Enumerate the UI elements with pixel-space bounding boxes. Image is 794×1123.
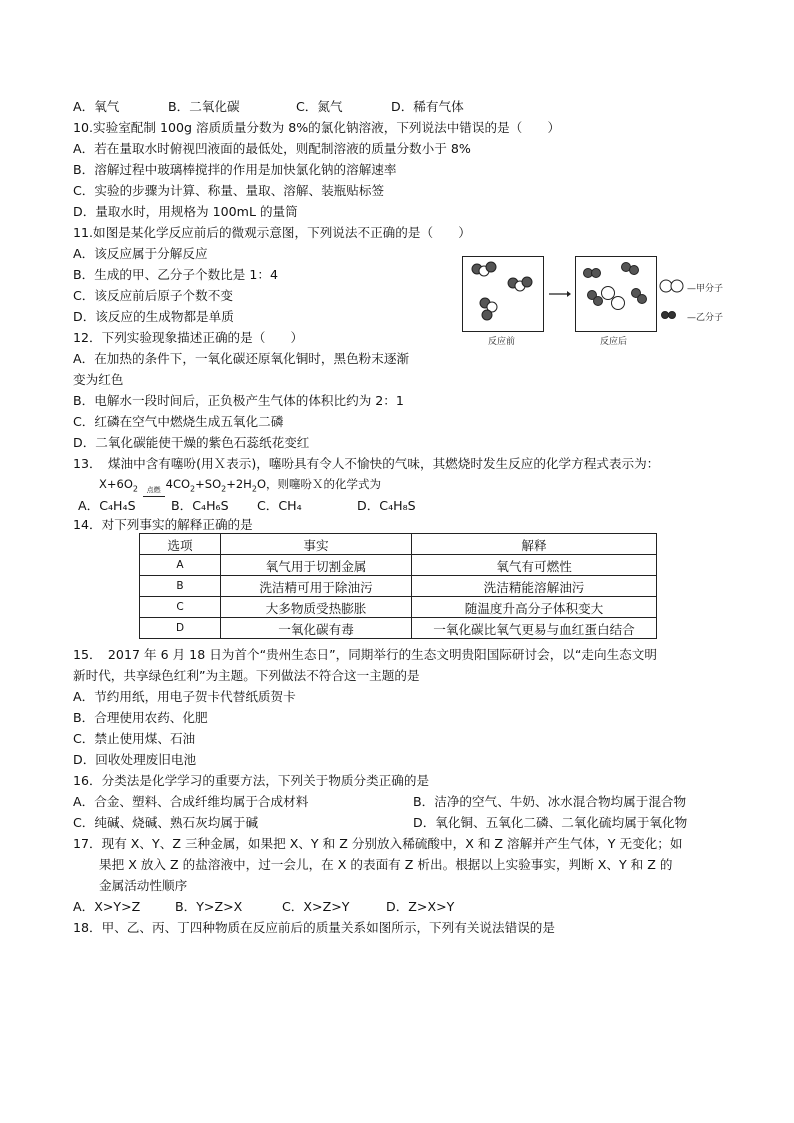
q16-option-b: B．洁净的空气、牛奶、冰水混合物均属于混合物 bbox=[413, 794, 687, 809]
before-box bbox=[462, 256, 544, 332]
q15-stem-line2: 新时代，共享绿色红利”为主题。下列做法不符合这一主题的是 bbox=[73, 668, 420, 683]
before-label: 反应前 bbox=[488, 337, 516, 347]
q16-option-a: A．合金、塑料、合成纤维均属于合成材料 bbox=[73, 794, 309, 809]
table-cell: 洗洁精能溶解油污 bbox=[412, 576, 657, 597]
q13-option-d: D．C₄H₈S bbox=[357, 498, 416, 513]
q12-option-d: D．二氧化碳能使干燥的紫色石蕊纸花变红 bbox=[73, 435, 310, 450]
q11-option-c: C．该反应前后原子个数不变 bbox=[73, 288, 233, 303]
q15-option-d: D．回收处理废旧电池 bbox=[73, 752, 197, 767]
q14-stem: 14．对下列事实的解释正确的是 bbox=[73, 517, 253, 532]
q9-option-c: C．氮气 bbox=[296, 99, 343, 114]
q9-option-d: D．稀有气体 bbox=[391, 99, 464, 114]
q13-option-a: A．C₄H₄S bbox=[78, 498, 136, 513]
q17-option-c: C．X>Z>Y bbox=[282, 899, 350, 914]
q12-option-a-line1: A．在加热的条件下，一氧化碳还原氧化铜时，黑色粉末逐渐 bbox=[73, 351, 410, 366]
q17-stem-line1: 17．现有 X、Y、Z 三种金属，如果把 X、Y 和 Z 分别放入稀硫酸中，X 和 Z 溶解并产生气体，Y 无变化；如 bbox=[73, 836, 683, 851]
table-cell: C bbox=[140, 597, 221, 618]
table-row bbox=[140, 618, 657, 639]
q16-stem: 16．分类法是化学学习的重要方法，下列关于物质分类正确的是 bbox=[73, 773, 430, 788]
arrow-icon bbox=[549, 289, 571, 299]
reaction-diagram bbox=[462, 250, 762, 346]
q12-option-a-line2: 变为红色 bbox=[73, 372, 124, 387]
q13-option-b: B．C₄H₆S bbox=[171, 498, 229, 513]
table-row bbox=[140, 576, 657, 597]
q9-options bbox=[73, 99, 464, 115]
legend-jia: —甲分子 bbox=[687, 284, 724, 294]
table-row bbox=[140, 597, 657, 618]
table-cell: 氧气用于切割金属 bbox=[221, 555, 412, 576]
table-cell: 一氧化碳比氧气更易与血红蛋白结合 bbox=[412, 618, 657, 639]
q16-option-c: C．纯碱、烧碱、熟石灰均属于碱 bbox=[73, 815, 259, 830]
q9-option-b: B．二氧化碳 bbox=[168, 99, 240, 114]
table-header-cell: 选项 bbox=[140, 534, 221, 555]
table-cell: 一氧化碳有毒 bbox=[221, 618, 412, 639]
table-cell: 洗洁精可用于除油污 bbox=[221, 576, 412, 597]
q17-options bbox=[73, 899, 454, 915]
q17-option-a: A．X>Y>Z bbox=[73, 899, 141, 914]
q10-stem: 10.实验室配制 100g 溶质质量分数为 8%的氯化钠溶液，下列说法中错误的是（ ） bbox=[73, 120, 561, 135]
table-cell: B bbox=[140, 576, 221, 597]
q9-option-a: A．氧气 bbox=[73, 99, 120, 114]
q15-option-a: A．节约用纸，用电子贺卡代替纸质贺卡 bbox=[73, 689, 296, 704]
q12-stem: 12．下列实验现象描述正确的是（ ） bbox=[73, 330, 304, 345]
q11-option-d: D．该反应的生成物都是单质 bbox=[73, 309, 234, 324]
q12-option-c: C．红磷在空气中燃烧生成五氧化二磷 bbox=[73, 414, 284, 429]
table-cell: 大多物质受热膨胀 bbox=[221, 597, 412, 618]
q17-option-b: B．Y>Z>X bbox=[175, 899, 243, 914]
q10-option-b: B．溶解过程中玻璃棒搅拌的作用是加快氯化钠的溶解速率 bbox=[73, 162, 397, 177]
q11-option-b: B．生成的甲、乙分子个数比是 1：4 bbox=[73, 267, 278, 282]
table-cell: 随温度升高分子体积变大 bbox=[412, 597, 657, 618]
q13-options bbox=[78, 498, 416, 514]
q15-stem-line1: 15． 2017 年 6 月 18 日为首个“贵州生态日”，同期举行的生态文明贵阳国际研讨会，以“走向生态文明 bbox=[73, 647, 657, 662]
q11-stem: 11.如图是某化学反应前后的微观示意图，下列说法不正确的是（ ） bbox=[73, 225, 471, 240]
after-label: 反应后 bbox=[600, 337, 628, 347]
q17-option-d: D．Z>X>Y bbox=[386, 899, 455, 914]
facts-table bbox=[139, 533, 657, 639]
table-header-row bbox=[140, 534, 657, 555]
q10-option-c: C．实验的步骤为计算、称量、量取、溶解、装瓶贴标签 bbox=[73, 183, 385, 198]
table-header-cell: 事实 bbox=[221, 534, 412, 555]
before-molecules bbox=[463, 257, 543, 331]
table-cell: D bbox=[140, 618, 221, 639]
q16-option-d: D．氧化铜、五氧化二磷、二氧化硫均属于氧化物 bbox=[413, 815, 688, 830]
q12-option-b: B．电解水一段时间后，正负极产生气体的体积比约为 2：1 bbox=[73, 393, 404, 408]
q15-option-c: C．禁止使用煤、石油 bbox=[73, 731, 196, 746]
q13-stem: 13． 煤油中含有噻吩(用Ｘ表示)，噻吩具有令人不愉快的气味，其燃烧时发生反应的化学方程式表示为： bbox=[73, 456, 660, 471]
q13-equation: $X+6O_2$ 点燃 $4CO_2+SO_2+2H_2O$，则噻吩Ｘ的化学式为 bbox=[99, 476, 381, 497]
after-molecules bbox=[576, 257, 656, 331]
table-header-cell: 解释 bbox=[412, 534, 657, 555]
q16-options-row1 bbox=[73, 794, 686, 810]
table-cell: 氧气有可燃性 bbox=[412, 555, 657, 576]
table-cell: A bbox=[140, 555, 221, 576]
table-row bbox=[140, 555, 657, 576]
q10-option-a: A．若在量取水时俯视凹液面的最低处，则配制溶液的质量分数小于 8% bbox=[73, 141, 471, 156]
legend-yi: —乙分子 bbox=[687, 313, 724, 323]
q17-stem-line3: 金属活动性顺序 bbox=[99, 878, 188, 893]
q18-stem: 18．甲、乙、丙、丁四种物质在反应前后的质量关系如图所示，下列有关说法错误的是 bbox=[73, 920, 555, 935]
q13-option-c: C．CH₄ bbox=[257, 498, 302, 513]
q17-stem-line2: 果把 X 放入 Z 的盐溶液中，过一会儿，在 X 的表面有 Z 析出。根据以上实验事实，判断 X、Y 和 Z 的 bbox=[99, 857, 673, 872]
after-box bbox=[575, 256, 657, 332]
q16-options-row2 bbox=[73, 815, 687, 831]
q10-option-d: D．量取水时，用规格为 100mL 的量筒 bbox=[73, 204, 298, 219]
q11-option-a: A．该反应属于分解反应 bbox=[73, 246, 208, 261]
q15-option-b: B．合理使用农药、化肥 bbox=[73, 710, 208, 725]
